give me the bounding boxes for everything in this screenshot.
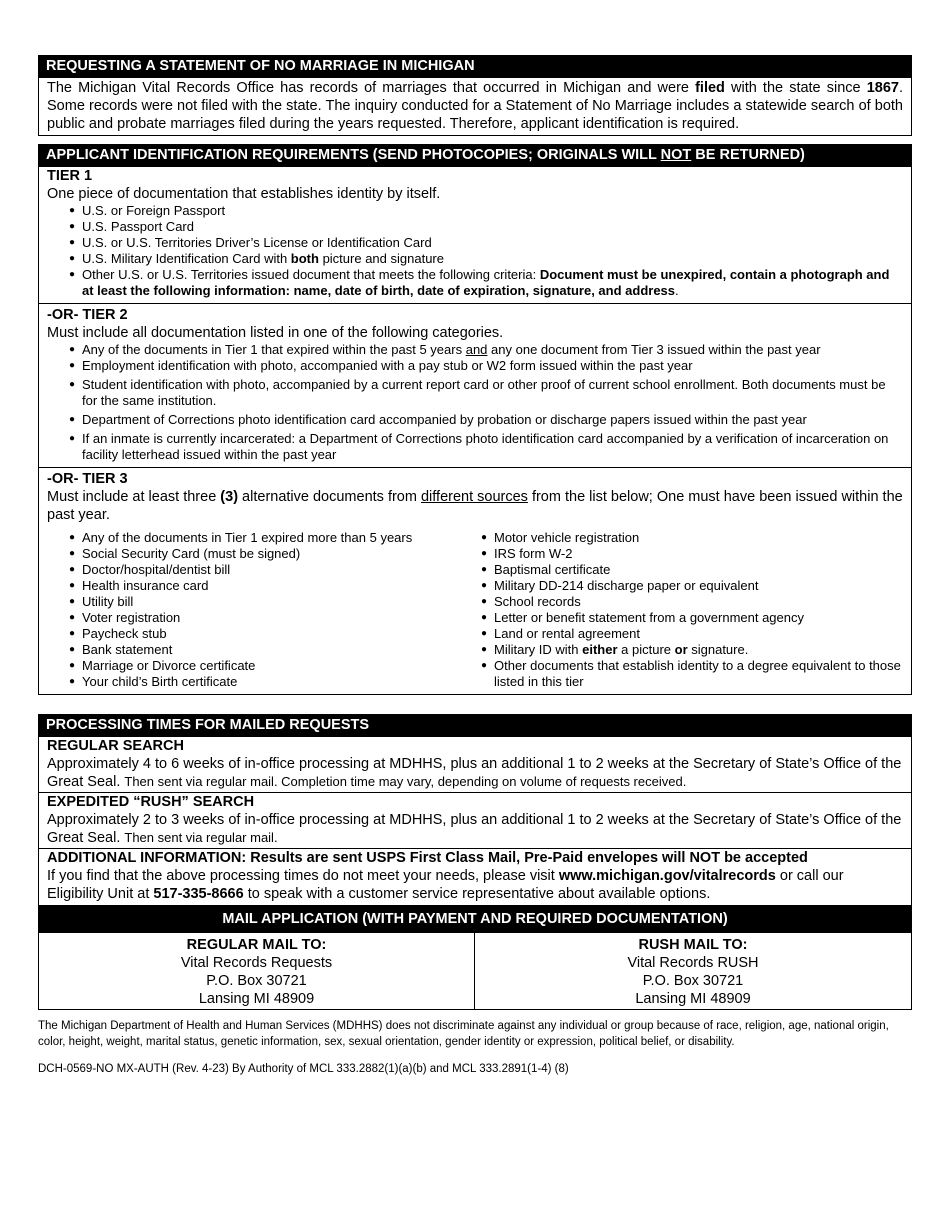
list-item: ● Employment identification with photo, accompanied with a pay stub or W2 form issued within the past year (69, 358, 903, 374)
rush-search-desc: Approximately 2 to 3 weeks of in-office processing at MDHHS, plus an additional 1 to 2 weeks at the Secretary of State’s Office of the Great Seal. Then sent via regular mail. (47, 812, 902, 846)
regular-search-block (39, 737, 911, 793)
mail-header: MAIL APPLICATION (WITH PAYMENT AND REQUIRED DOCUMENTATION) (38, 906, 912, 933)
form-id: DCH-0569-NO MX-AUTH (Rev. 4-23) By Authority of MCL 333.2882(1)(a)(b) and MCL 333.2891(1-4) (8) (38, 1063, 569, 1075)
list-item: ● U.S. Passport Card (69, 219, 903, 235)
tier-3-list-left (47, 530, 481, 690)
id-requirements-header: APPLICANT IDENTIFICATION REQUIREMENTS (SEND PHOTOCOPIES; ORIGINALS WILL NOT BE RETURNED) (38, 144, 912, 167)
list-item: ● Social Security Card (must be signed) (69, 546, 481, 562)
regular-search-desc: Approximately 4 to 6 weeks of in-office processing at MDHHS, plus an additional 1 to 2 weeks at the Secretary of State’s Office of the Great Seal. Then sent via regular mail. Completion time may vary, depending on volume of requests received. (47, 756, 902, 790)
list-item: ● Doctor/hospital/dentist bill (69, 562, 481, 578)
additional-info-desc: If you find that the above processing times do not meet your needs, please visit www.michigan.gov/vitalrecords or call our Eligibility Unit at 517-335-8666 to speak with a customer service representative about available options. (47, 868, 844, 902)
statement-section (38, 55, 912, 136)
tier-3 (39, 468, 911, 694)
rush-search-title: EXPEDITED “RUSH” SEARCH (47, 794, 255, 810)
tier-2-desc: Must include all documentation listed in one of the following categories. (47, 325, 504, 341)
list-item: ● Bank statement (69, 642, 481, 658)
list-item: ● Land or rental agreement (481, 626, 901, 642)
list-item: ● U.S. Military Identification Card with both picture and signature (69, 251, 903, 267)
list-item: ● If an inmate is currently incarcerated: a Department of Corrections photo identification card accompanied by a verification of incarceration on facility letterhead issued within the past year (69, 431, 903, 463)
rush-search-block (39, 793, 911, 849)
list-item: ● Department of Corrections photo identification card accompanied by probation or discharge papers issued within the past year (69, 412, 903, 428)
id-requirements-section (38, 144, 912, 695)
eligibility-phone: 517-335-8666 (153, 886, 244, 902)
list-item: ● Student identification with photo, accompanied by a current report card or other proof of current school enrollment. Both documents must be for the same institution. (69, 377, 903, 409)
tier-1-list (47, 203, 903, 299)
regular-search-title: REGULAR SEARCH (47, 738, 184, 754)
list-item: ● Baptismal certificate (481, 562, 901, 578)
list-item: ● Letter or benefit statement from a government agency (481, 610, 901, 626)
tier-2-list (47, 342, 903, 463)
regular-mail-address: REGULAR MAIL TO: Vital Records Requests P.O. Box 30721 Lansing MI 48909 (39, 933, 475, 1009)
list-item: ● Other U.S. or U.S. Territories issued document that meets the following criteria: Document must be unexpired, contain a photograph and at least the following information: name, date of birth, date of expiration, signature, and address. (69, 267, 903, 299)
tier-3-title: -OR- TIER 3 (47, 471, 128, 487)
processing-header: PROCESSING TIMES FOR MAILED REQUESTS (38, 714, 912, 737)
statement-text: The Michigan Vital Records Office has records of marriages that occurred in Michigan and were filed with the state since 1867. Some records were not filed with the state. The inquiry conducted for a Statement of No Marriage includes a statewide search of both public and probate marriages filed during the years requested. Therefore, applicant identification is required. (38, 78, 912, 136)
list-item: ● IRS form W-2 (481, 546, 901, 562)
list-item: ● Motor vehicle registration (481, 530, 901, 546)
nondiscrimination-statement: The Michigan Department of Health and Human Services (MDHHS) does not discriminate against any individual or group because of race, religion, age, national origin, color, height, weight, marital status, genetic information, sex, sexual orientation, gender identity or expression, political belief, or disability. (38, 1020, 889, 1048)
list-item: ● Military DD-214 discharge paper or equivalent (481, 578, 901, 594)
list-item: ● Voter registration (69, 610, 481, 626)
list-item: ● Your child’s Birth certificate (69, 674, 481, 690)
list-item: ● Marriage or Divorce certificate (69, 658, 481, 674)
additional-info-title: ADDITIONAL INFORMATION: Results are sent USPS First Class Mail, Pre-Paid envelopes will NOT be accepted (47, 850, 808, 866)
vital-records-link[interactable]: www.michigan.gov/vitalrecords (558, 868, 776, 884)
id-requirements-box (38, 167, 912, 695)
tier-2-title: -OR- TIER 2 (47, 307, 128, 323)
tier-3-desc: Must include at least three (3) alternative documents from different sources from the list below; One must have been issued within the past year. (47, 489, 903, 523)
list-item: ● Paycheck stub (69, 626, 481, 642)
tier-3-columns (47, 524, 903, 690)
rush-mail-address: RUSH MAIL TO: Vital Records RUSH P.O. Box 30721 Lansing MI 48909 (627, 937, 759, 1007)
list-item: ● Utility bill (69, 594, 481, 610)
list-item: ● Any of the documents in Tier 1 expired more than 5 years (69, 530, 481, 546)
list-item: ● Any of the documents in Tier 1 that expired within the past 5 years and any one document from Tier 3 issued within the past year (69, 342, 903, 358)
list-item: ● School records (481, 594, 901, 610)
tier-3-list-right (481, 530, 901, 690)
tier-1-title: TIER 1 (47, 168, 93, 184)
statement-header: REQUESTING A STATEMENT OF NO MARRIAGE IN MICHIGAN (38, 55, 912, 78)
additional-info-block (39, 849, 911, 905)
tier-1-desc: One piece of documentation that establishes identity by itself. (47, 186, 441, 202)
mail-addresses (38, 933, 912, 1010)
mail-section (38, 906, 912, 1010)
list-item: ● Other documents that establish identity to a degree equivalent to those listed in this tier (481, 658, 901, 690)
tier-2 (39, 304, 911, 468)
list-item: ● Military ID with either a picture or signature. (481, 642, 901, 658)
processing-section (38, 714, 912, 906)
processing-box (38, 737, 912, 906)
list-item: ● U.S. or U.S. Territories Driver’s License or Identification Card (69, 235, 903, 251)
list-item: ● Health insurance card (69, 578, 481, 594)
list-item: ● U.S. or Foreign Passport (69, 203, 903, 219)
tier-1 (39, 167, 911, 304)
